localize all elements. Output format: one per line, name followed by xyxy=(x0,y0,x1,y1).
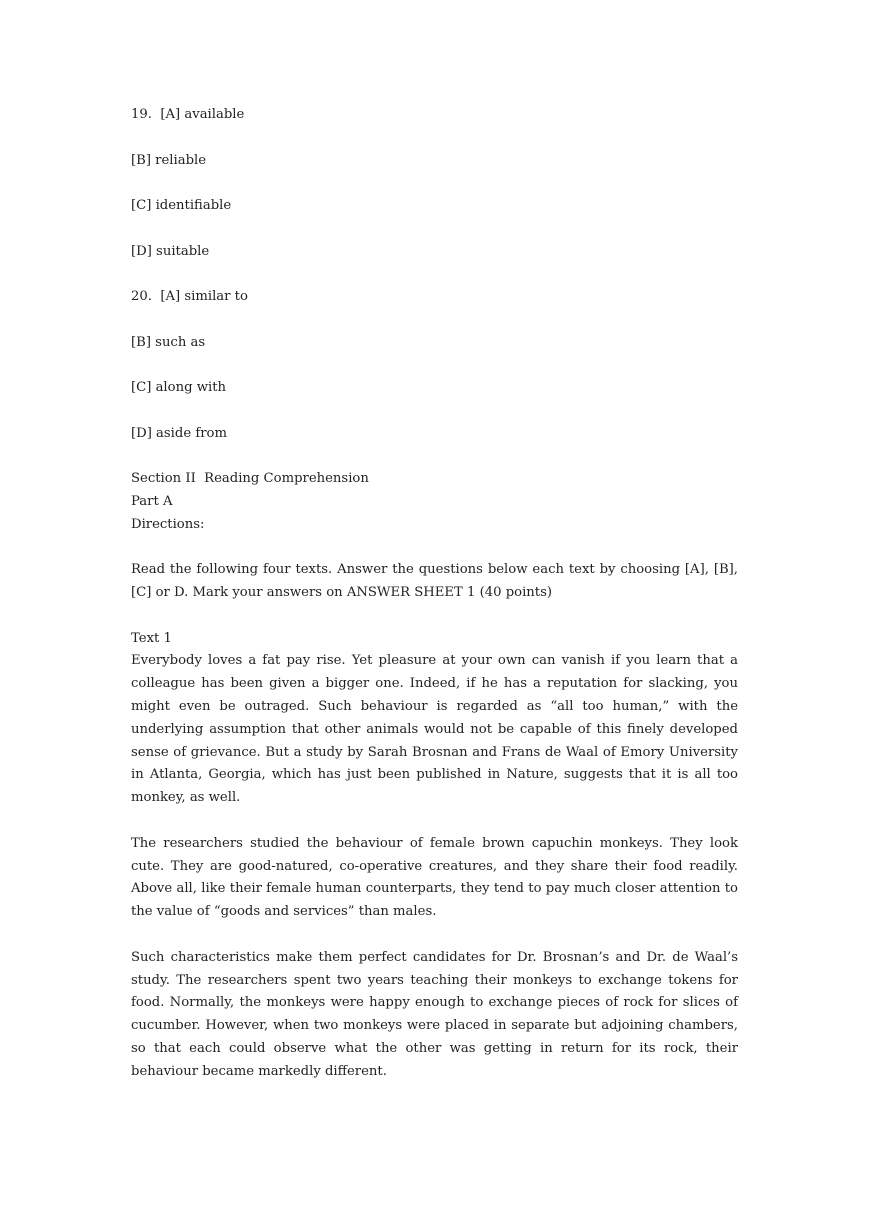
text1-title: Text 1 xyxy=(131,630,172,646)
question-20-option-c: [C] along with xyxy=(131,380,227,395)
question-20-option-a xyxy=(131,286,738,332)
section-title: Section II Reading Comprehension xyxy=(131,471,369,486)
text1-paragraph-2: The researchers studied the behaviour of female brown capuchin monkeys. They look cute. They are good-natured, co-operative creatures, and they share their food readily. Above all, like their female human counterparts, they tend to pay much closer attention to the value of “goods and services” than males. xyxy=(131,835,738,920)
spacer xyxy=(131,605,738,628)
spacer xyxy=(131,924,738,947)
text1-paragraph-1: Everybody loves a fat pay rise. Yet pleasure at your own can vanish if you learn that a colleague has been given a bigger one. Indeed, if he has a reputation for slacking, you might even be outraged. Such behaviour is regarded as “all too human,” with the underlying assumption that other animals would not be capable of this finely developed sense of grievance. But a study by Sarah Brosnan and Frans de Waal of Emory University in Atlanta, Georgia, which has just been published in Nature, suggests that it is all too monkey, as well. xyxy=(131,653,738,806)
question-19-option-a xyxy=(131,104,738,150)
spacer xyxy=(131,536,738,559)
spacer xyxy=(131,810,738,833)
question-20-number: 20. xyxy=(131,289,152,304)
directions-label: Directions: xyxy=(131,516,205,532)
question-20-option-d: [D] aside from xyxy=(131,425,227,441)
question-19-option-a-text: [A] available xyxy=(160,107,245,122)
question-20-option-a-text: [A] similar to xyxy=(160,289,248,304)
text1-paragraph-3: Such characteristics make them perfect candidates for Dr. Brosnan’s and Dr. de Waal’s study. The researchers spent two years teaching their monkeys to exchange tokens for food. Normally, the monkeys were happy enough to exchange pieces of rock for slices of cucumber. However, when two monkeys were placed in separate but adjoining chambers, so that each could observe what the other was getting in return for its rock, their behaviour became markedly different. xyxy=(131,949,738,1079)
question-20-option-b: [B] such as xyxy=(131,334,206,350)
directions-text: Read the following four texts. Answer the questions below each text by choosing [A], [B], [C] or D. Mark your answers on ANSWER SHEET 1 (40 points) xyxy=(131,562,738,600)
question-19-option-c: [C] identifiable xyxy=(131,198,232,213)
question-19-number: 19. xyxy=(131,107,152,122)
document-page xyxy=(131,104,738,1084)
question-19-option-d: [D] suitable xyxy=(131,243,210,259)
question-19-option-b: [B] reliable xyxy=(131,152,207,168)
part-title: Part A xyxy=(131,493,173,509)
